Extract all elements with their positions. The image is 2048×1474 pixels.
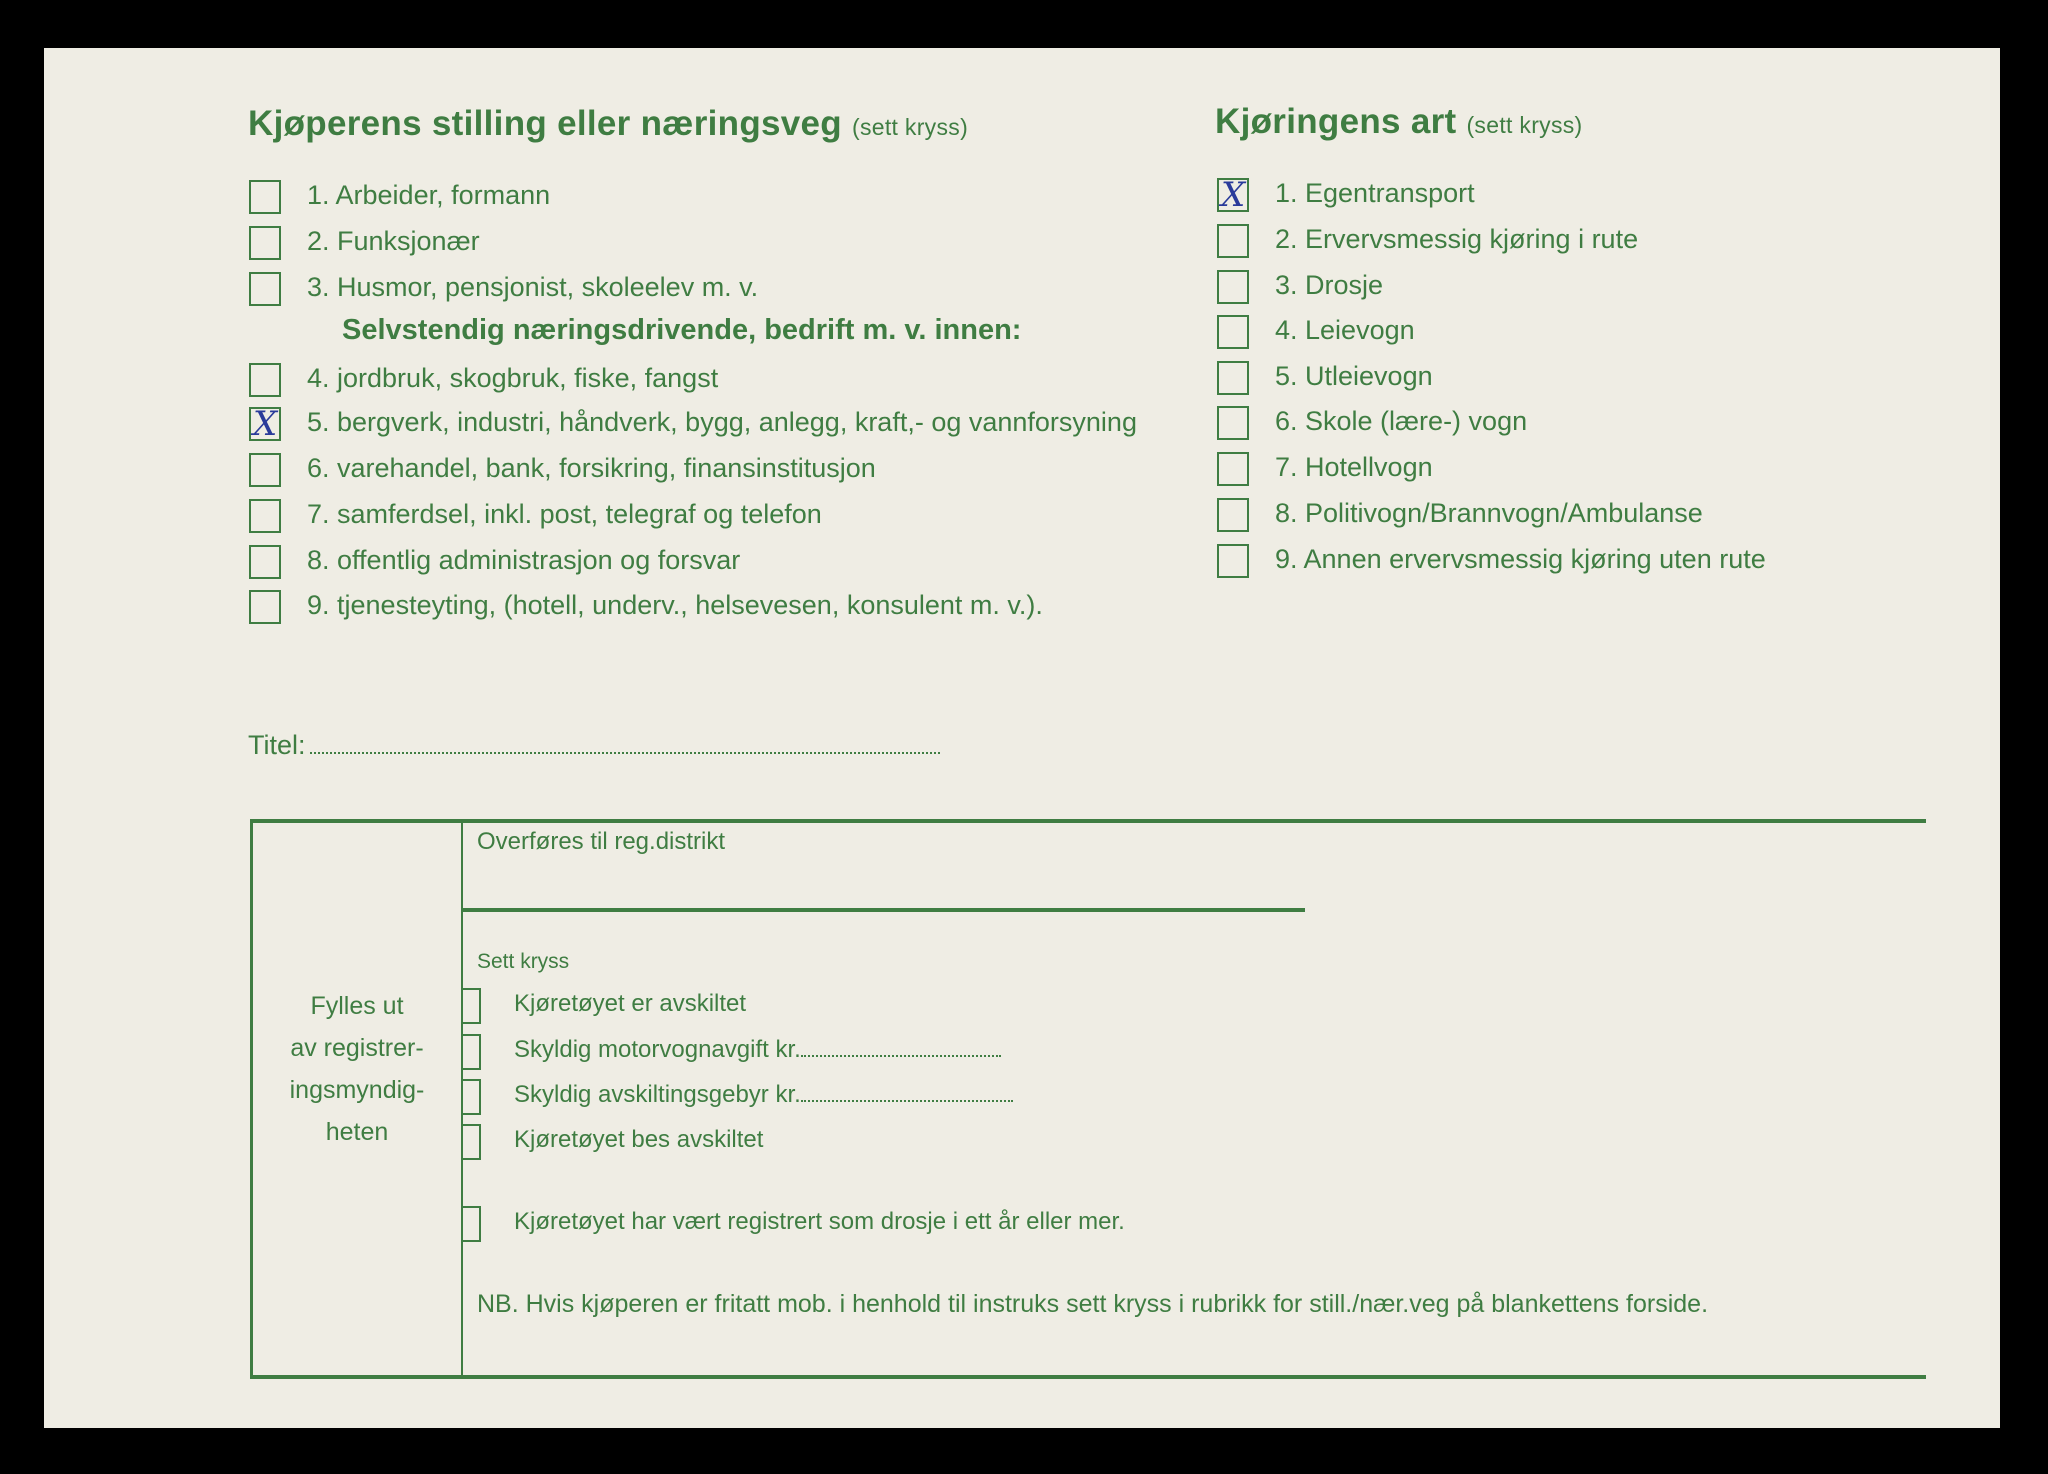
left-option-label: 5. bergverk, industri, håndverk, bygg, anlegg, kraft,- og vannforsyning	[307, 407, 1137, 437]
left-checkbox-1[interactable]	[249, 180, 281, 214]
right-checkbox-2[interactable]	[1217, 224, 1249, 258]
left-checkbox-6[interactable]	[249, 453, 281, 487]
right-option-label: 6. Skole (lære-) vogn	[1275, 406, 1528, 436]
checkbox-taxi-one-year[interactable]	[463, 1206, 481, 1242]
nb-note: NB. Hvis kjøperen er fritatt mob. i henhold til instruks sett kryss i rubrikk for still./nær.veg på blankettens forside.	[477, 1290, 1709, 1318]
transfer-rule	[463, 908, 1305, 912]
box-bottom-rule	[250, 1375, 1926, 1379]
right-checkbox-8[interactable]	[1217, 498, 1249, 532]
checkbox-deregistered[interactable]	[463, 988, 481, 1024]
left-checkbox-5[interactable]	[249, 404, 281, 444]
checkbox-request-deregistration[interactable]	[463, 1124, 481, 1160]
left-option-label: 7. samferdsel, inkl. post, telegraf og telefon	[307, 499, 822, 529]
left-option-label: 3. Husmor, pensjonist, skoleelev m. v.	[307, 272, 759, 302]
left-checkbox-8[interactable]	[249, 545, 281, 579]
checkbox-deregistration-fee[interactable]	[463, 1079, 481, 1115]
left-checkbox-9[interactable]	[249, 590, 281, 624]
left-option-label: 1. Arbeider, formann	[307, 180, 551, 210]
right-option-label: 1. Egentransport	[1275, 178, 1475, 208]
right-option-label: 5. Utleievogn	[1275, 361, 1433, 391]
check-mark-icon: X	[1221, 175, 1246, 215]
right-option-label: 2. Ervervsmessig kjøring i rute	[1275, 224, 1639, 254]
left-checkbox-7[interactable]	[249, 499, 281, 533]
right-option-label: 9. Annen ervervsmessig kjøring uten rute	[1275, 544, 1766, 574]
buyer-occupation-heading: Kjøperens stilling eller næringsveg (sett kryss)	[248, 104, 969, 143]
left-checkbox-3[interactable]	[249, 272, 281, 306]
right-checkbox-9[interactable]	[1217, 544, 1249, 578]
left-option-label: 2. Funksjonær	[307, 226, 480, 256]
left-option-label: 4. jordbruk, skogbruk, fiske, fangst	[307, 363, 719, 393]
sett-kryss-label: Sett kryss	[477, 950, 570, 973]
box-top-rule	[250, 819, 1926, 823]
right-option-label: 4. Leievogn	[1275, 315, 1415, 345]
left-option-label: 9. tjenesteyting, (hotell, underv., helsevesen, konsulent m. v.).	[307, 590, 1043, 620]
right-checkbox-4[interactable]	[1217, 315, 1249, 349]
right-checkbox-1[interactable]	[1217, 175, 1249, 215]
check-label: Kjøretøyet bes avskiltet	[514, 1126, 764, 1153]
right-option-label: 3. Drosje	[1275, 270, 1384, 300]
right-checkbox-5[interactable]	[1217, 361, 1249, 395]
right-checkbox-7[interactable]	[1217, 452, 1249, 486]
check-label: Kjøretøyet er avskiltet	[514, 990, 747, 1017]
check-mark-icon: X	[253, 404, 278, 444]
left-checkbox-2[interactable]	[249, 226, 281, 260]
self-employed-subheading: Selvstendig næringsdrivende, bedrift m. v. innen:	[342, 314, 1022, 346]
right-option-label: 8. Politivogn/Brannvogn/Ambulanse	[1275, 498, 1703, 528]
right-checkbox-6[interactable]	[1217, 406, 1249, 440]
left-option-label: 6. varehandel, bank, forsikring, finansinstitusjon	[307, 453, 876, 483]
right-option-label: 7. Hotellvogn	[1275, 452, 1433, 482]
check-label: Skyldig motorvognavgift kr.	[514, 1036, 1001, 1064]
driving-type-heading: Kjøringens art (sett kryss)	[1215, 102, 1583, 141]
check-label: Skyldig avskiltingsgebyr kr.	[514, 1081, 1013, 1109]
check-label: Kjøretøyet har vært registrert som drosje i ett år eller mer.	[514, 1208, 1125, 1235]
left-checkbox-4[interactable]	[249, 363, 281, 397]
left-option-label: 8. offentlig administrasjon og forsvar	[307, 545, 741, 575]
right-checkbox-3[interactable]	[1217, 270, 1249, 304]
authority-side-label: Fylles ut av registrer- ingsmyndig- heten	[289, 992, 425, 1146]
titel-field[interactable]: Titel:	[248, 730, 940, 761]
checkbox-motor-tax[interactable]	[463, 1034, 481, 1070]
transfer-district-label: Overføres til reg.distrikt	[477, 828, 726, 855]
